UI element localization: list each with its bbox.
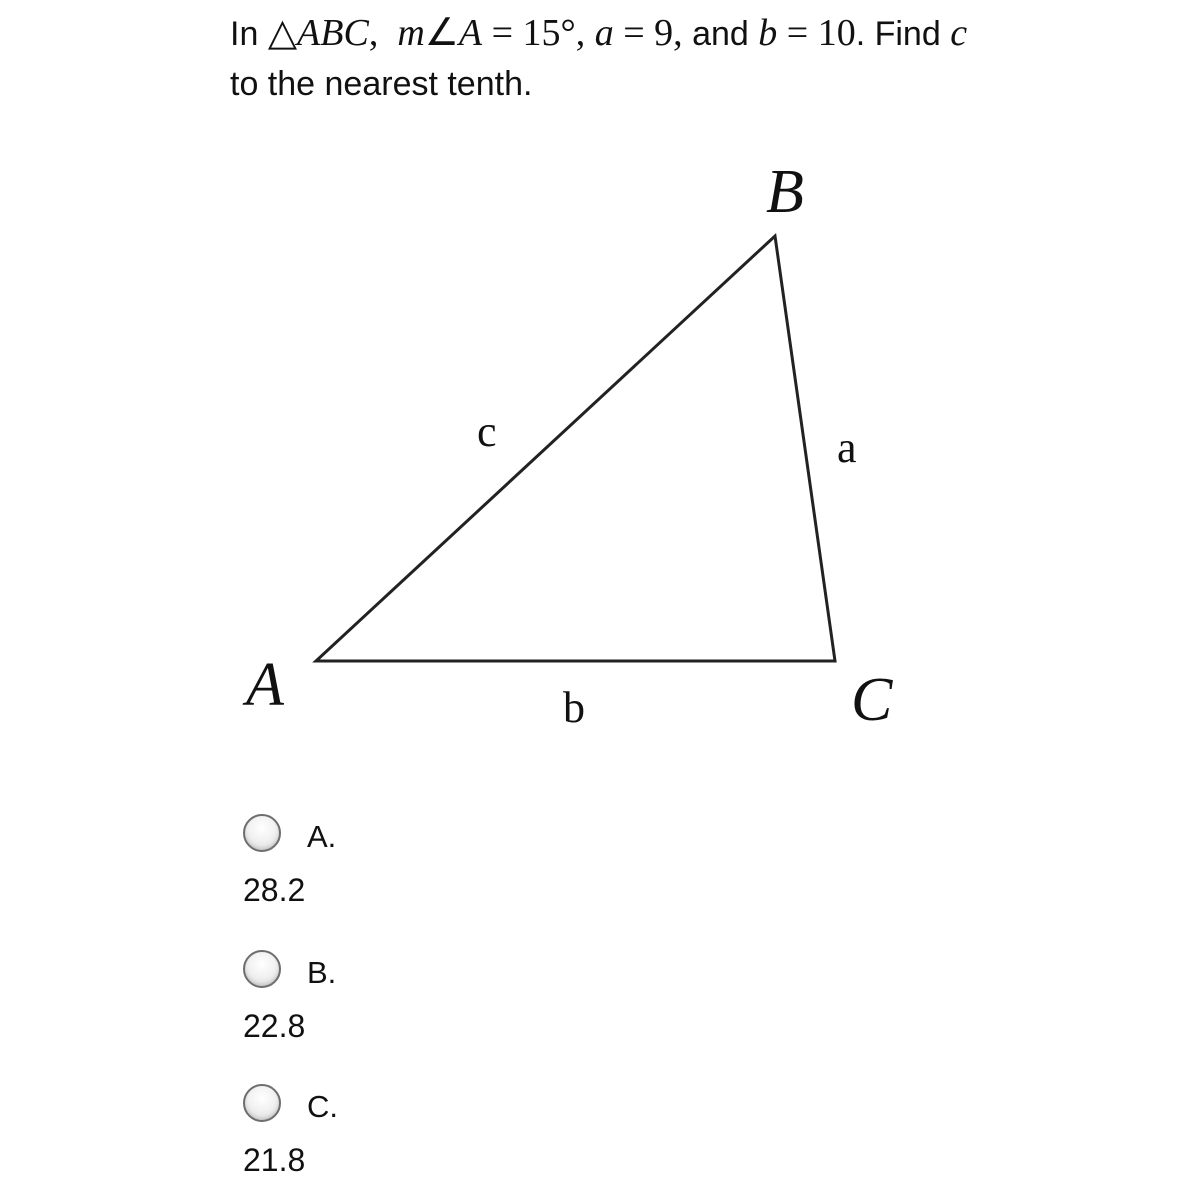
equals-2: = bbox=[623, 12, 645, 54]
radio-button-c[interactable] bbox=[243, 1084, 281, 1122]
triangle-symbol: △ bbox=[267, 12, 298, 54]
comma-3: , bbox=[673, 12, 683, 54]
and-text: and bbox=[682, 15, 759, 53]
triangle-name: ABC bbox=[297, 12, 369, 54]
side-b-var: b bbox=[758, 12, 778, 54]
find-var: c bbox=[950, 12, 968, 54]
question-text bbox=[230, 8, 1160, 109]
radio-button-b[interactable] bbox=[243, 950, 281, 988]
side-label-a: a bbox=[837, 423, 857, 472]
side-b-expression bbox=[758, 12, 855, 54]
side-a-var: a bbox=[594, 12, 614, 54]
choice-c-value: 21.8 bbox=[243, 1142, 306, 1178]
triangle-expression bbox=[268, 12, 683, 54]
choice-a-letter: A. bbox=[307, 819, 337, 854]
choice-b-value: 22.8 bbox=[243, 1008, 306, 1044]
triangle-figure bbox=[0, 150, 1198, 770]
angle-symbol: ∠ bbox=[424, 12, 459, 54]
choice-b[interactable] bbox=[243, 946, 336, 1046]
comma-2: , bbox=[575, 12, 586, 54]
equals-3: = bbox=[786, 12, 809, 54]
radio-button-a[interactable] bbox=[243, 814, 281, 852]
side-label-c: c bbox=[477, 407, 497, 456]
triangle-shape bbox=[316, 236, 835, 661]
question-line-2: to the nearest tenth. bbox=[230, 65, 533, 103]
vertex-label-b: B bbox=[766, 158, 804, 226]
angle-value: 15° bbox=[522, 12, 576, 54]
vertex-label-a: A bbox=[246, 651, 284, 719]
side-label-b: b bbox=[563, 683, 585, 732]
vertex-label-c: C bbox=[851, 666, 893, 734]
choice-c-letter: C. bbox=[307, 1089, 338, 1124]
equals-1: = bbox=[491, 12, 514, 54]
comma-1: , bbox=[368, 12, 379, 54]
choice-a[interactable] bbox=[243, 810, 336, 910]
question-prefix: In bbox=[230, 15, 268, 53]
choice-a-value: 28.2 bbox=[243, 872, 306, 908]
side-b-value: 10 bbox=[817, 12, 856, 54]
angle-prefix: m bbox=[397, 12, 425, 54]
angle-vertex: A bbox=[458, 12, 483, 54]
choice-b-letter: B. bbox=[307, 955, 337, 990]
find-expression bbox=[950, 12, 967, 54]
choice-c[interactable] bbox=[243, 1080, 338, 1180]
side-a-value: 9 bbox=[654, 12, 674, 54]
find-text: . Find bbox=[855, 15, 951, 53]
